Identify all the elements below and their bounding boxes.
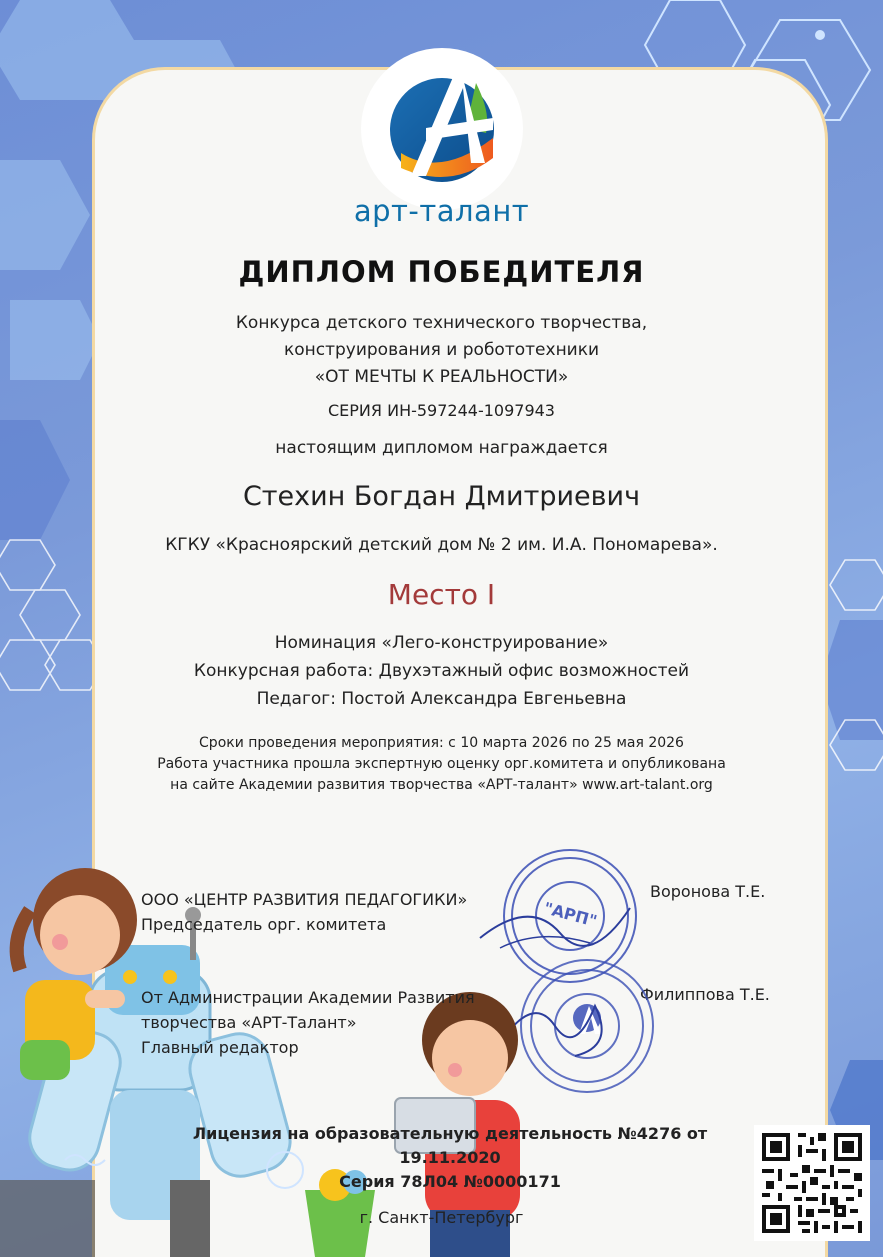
signer-2-name: Филиппова Т.Е.: [640, 985, 770, 1004]
contest-name: [0, 310, 883, 391]
contest-line-1: Конкурса детского технического творчества,: [235, 313, 648, 333]
signature-2-role: Главный редактор: [141, 1038, 299, 1057]
signature-1-org: ООО «ЦЕНТР РАЗВИТИЯ ПЕДАГОГИКИ»: [141, 890, 468, 909]
signature-block-2: [141, 985, 475, 1060]
organization-stamp-2: [515, 956, 659, 1096]
qr-code-icon: [754, 1125, 870, 1241]
period-line-2: Работа участника прошла экспертную оценку орг.комитета и опубликована: [157, 756, 726, 772]
signature-2-org-line-1: От Администрации Академии Развития: [141, 988, 475, 1007]
series-number: СЕРИЯ ИН-597244-1097943: [328, 401, 555, 420]
stamp-1-center-text: "АРП": [541, 898, 600, 931]
recipient-organization: КГКУ «Красноярский детский дом № 2 им. И.А. Пономарева».: [165, 535, 718, 555]
teacher: Педагог: Постой Александра Евгеньевна: [256, 689, 627, 709]
robot-illustration: [0, 907, 297, 1257]
logo-text: арт-талант: [353, 194, 530, 228]
contest-line-3: «ОТ МЕЧТЫ К РЕАЛЬНОСТИ»: [314, 367, 569, 387]
signature-1-role: Председатель орг. комитета: [141, 915, 387, 934]
award-details: [0, 629, 883, 713]
contest-line-2: конструирования и робототехники: [283, 340, 600, 360]
recipient-name: Стехин Богдан Дмитриевич: [242, 481, 641, 512]
period-line-3: на сайте Академии развития творчества «АРТ-талант» www.art-talant.org: [170, 777, 713, 793]
period-line-1: Сроки проведения мероприятия: с 10 марта 2026 по 25 мая 2026: [199, 735, 684, 751]
art-talant-logo-icon: [381, 58, 503, 188]
signature-block-1: [141, 887, 467, 937]
event-period: [0, 733, 883, 796]
license-info: [140, 1122, 760, 1194]
diploma-title: ДИПЛОМ ПОБЕДИТЕЛЯ: [238, 255, 645, 289]
city: г. Санкт-Петербург: [359, 1208, 524, 1227]
nomination: Номинация «Лего-конструирование»: [274, 633, 609, 653]
awarded-text: настоящим дипломом награждается: [275, 438, 608, 458]
signer-1-name: Воронова Т.Е.: [650, 882, 766, 901]
place-award: Место I: [387, 578, 496, 611]
license-line-2: Серия 78Л04 №0000171: [339, 1172, 561, 1191]
license-line-1: Лицензия на образовательную деятельность №4276 от 19.11.2020: [192, 1124, 708, 1167]
competition-work: Конкурсная работа: Двухэтажный офис возможностей: [193, 661, 690, 681]
signature-2-org-line-2: творчества «АРТ-Талант»: [141, 1013, 357, 1032]
